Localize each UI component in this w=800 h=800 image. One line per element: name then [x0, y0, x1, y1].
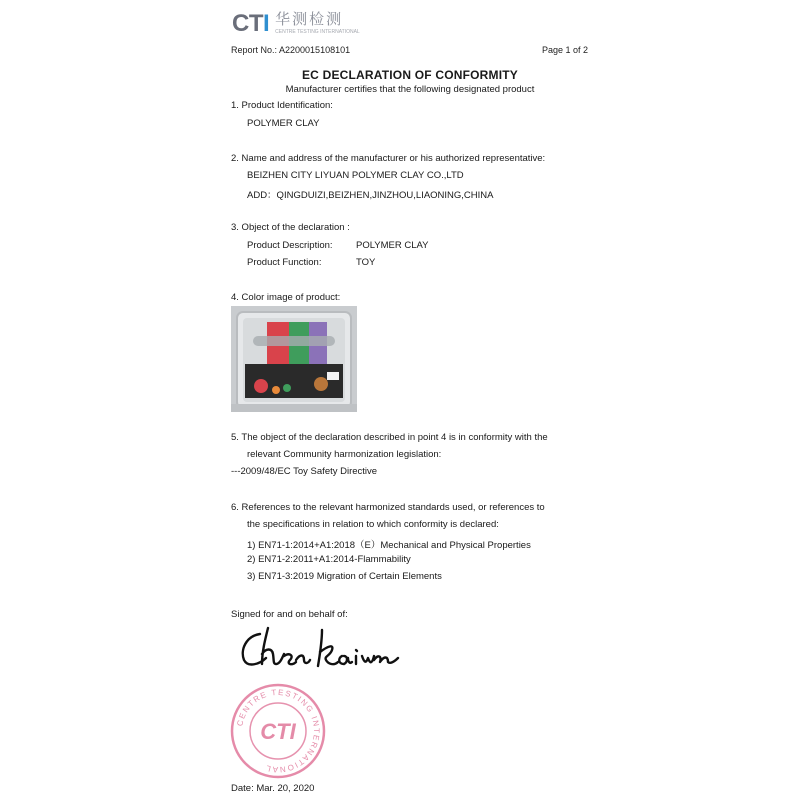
- handwritten-signature: [238, 622, 413, 677]
- logo-chinese-name: 华测检测: [275, 11, 344, 28]
- report-number: Report No.: A2200015108101: [231, 45, 351, 55]
- product-description-value: POLYMER CLAY: [356, 240, 429, 251]
- section-6-line-1: 6. References to the relevant harmonized standards used, or references to: [231, 502, 545, 513]
- manufacturer-name: BEIZHEN CITY LIYUAN POLYMER CLAY CO.,LTD: [247, 170, 464, 181]
- standard-item: 1) EN71-1:2014+A1:2018（E）Mechanical and Physical Properties: [247, 540, 531, 551]
- svg-text:CTI: CTI: [260, 719, 296, 744]
- product-photo-illustration: [231, 306, 357, 412]
- signed-on-behalf-label: Signed for and on behalf of:: [231, 609, 348, 620]
- product-identification-value: POLYMER CLAY: [247, 118, 320, 129]
- directive-reference: ---2009/48/EC Toy Safety Directive: [231, 466, 378, 477]
- product-function-label: Product Function:: [247, 257, 322, 268]
- company-seal-stamp: [228, 681, 328, 786]
- section-3-heading: 3. Object of the declaration :: [231, 222, 350, 233]
- svg-text:CENTRE TESTING INTERNATIONAL: CENTRE TESTING INTERNATIONAL: [235, 687, 322, 775]
- manufacturer-address: ADD：QINGDUIZI,BEIZHEN,JINZHOU,LIAONING,CHINA: [247, 190, 494, 201]
- product-function-value: TOY: [356, 257, 376, 268]
- company-logo: [232, 11, 360, 37]
- page-number: Page 1 of 2: [542, 45, 589, 55]
- logo-english-name: CENTRE TESTING INTERNATIONAL: [275, 29, 360, 35]
- standard-item: 2) EN71-2:2011+A1:2014-Flammability: [247, 554, 411, 565]
- section-6-line-2: the specifications in relation to which conformity is declared:: [247, 519, 499, 530]
- product-photo: [231, 306, 357, 412]
- logo-mark: CTI: [232, 10, 270, 37]
- section-1-heading: 1. Product Identification:: [231, 100, 333, 111]
- signature-graphic: [238, 622, 413, 672]
- logo-text-group: [275, 11, 360, 35]
- seal-graphic: [228, 681, 328, 781]
- section-2-heading: 2. Name and address of the manufacturer or his authorized representative:: [231, 153, 546, 164]
- declaration-date: Date: Mar. 20, 2020: [231, 783, 315, 794]
- product-description-label: Product Description:: [247, 240, 333, 251]
- section-5-line-1: 5. The object of the declaration described in point 4 is in conformity with the: [231, 432, 548, 443]
- document-title: EC DECLARATION OF CONFORMITY: [301, 68, 519, 82]
- document-subtitle: Manufacturer certifies that the following designated product: [285, 84, 535, 95]
- section-5-line-2: relevant Community harmonization legislation:: [247, 449, 442, 460]
- section-4-heading: 4. Color image of product:: [231, 292, 341, 303]
- standard-item: 3) EN71-3:2019 Migration of Certain Elements: [247, 571, 442, 582]
